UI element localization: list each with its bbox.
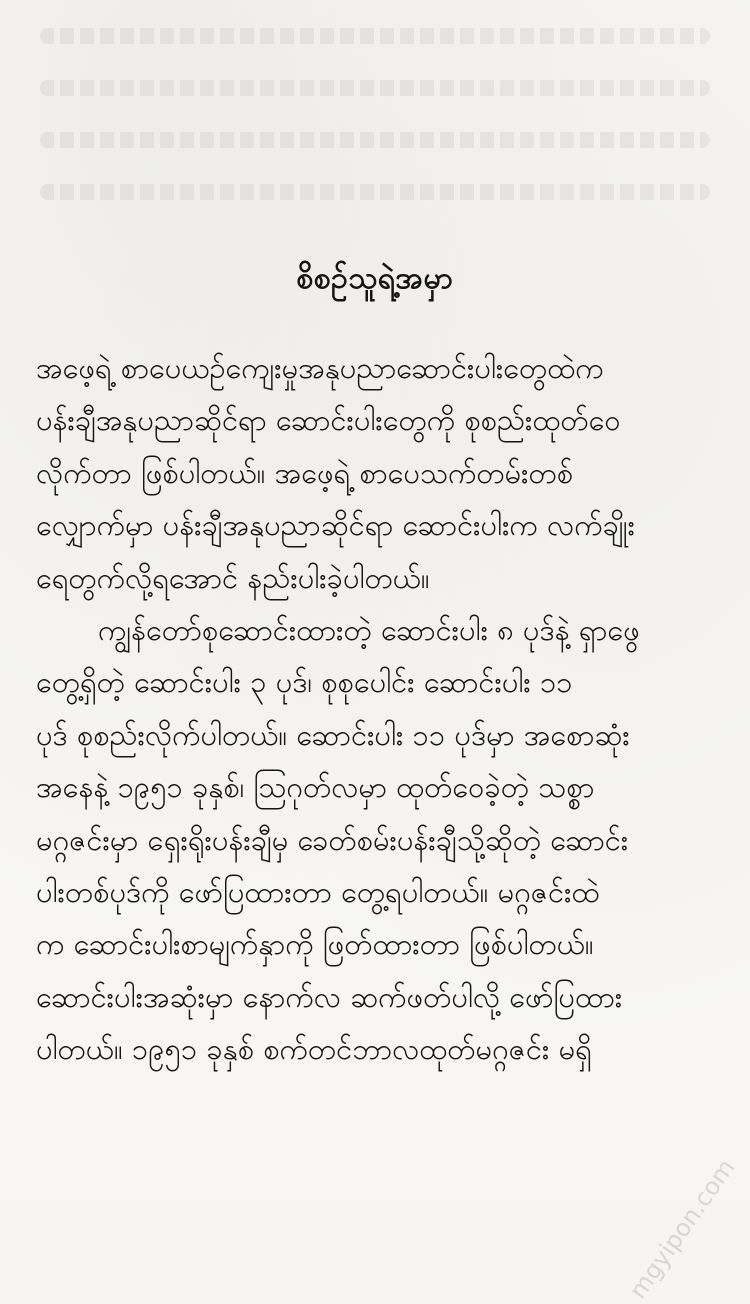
bleed-through-line: [40, 184, 710, 200]
watermark: mgyipon.com: [623, 1153, 740, 1304]
page-title: စိစဉ်သူရဲ့အမှာ: [296, 261, 454, 296]
bleed-through-line: [40, 28, 710, 44]
text-line: ပါတယ်။ ၁၉၅၁ ခုနှစ် စက်တင်ဘာလထုတ်မဂ္ဂဇင်း မရှိ: [36, 1032, 592, 1067]
text-line: အနေနဲ့ ၁၉၅၁ ခုနှစ်၊ ဩဂုတ်လမှာ ထုတ်ဝေခဲ့တဲ့ သစ္စာ: [36, 770, 595, 805]
text-line: ပါးတစ်ပုဒ်ကို ဖော်ပြထားတာ တွေ့ရပါတယ်။ မဂ္ဂဇင်းထဲ: [36, 874, 600, 909]
bleed-through-line: [40, 80, 710, 96]
text-line: ဆောင်းပါးအဆုံးမှာ နောက်လ ဆက်ဖတ်ပါလို့ ဖော်ပြထား: [36, 979, 623, 1014]
text-line: အဖေ့ရဲ့ စာပေယဉ်ကျေးမှုအနုပညာဆောင်းပါးတွေထဲက: [36, 351, 604, 385]
text-line: လျှောက်မှာ ပန်းချီအနုပညာဆိုင်ရာ ဆောင်းပါးက လက်ချိုး: [36, 508, 636, 543]
text-line: လိုက်တာ ဖြစ်ပါတယ်။ အဖေ့ရဲ့ စာပေသက်တမ်းတစ်: [36, 455, 574, 490]
text-line: ပုဒ် စုစည်းလိုက်ပါတယ်။ ဆောင်းပါး ၁၁ ပုဒ်မှာ အစောဆုံး: [36, 717, 630, 752]
body-text: [36, 342, 720, 1075]
text-line: ပန်းချီအနုပညာဆိုင်ရာ ဆောင်းပါးတွေကို စုစည်းထုတ်ဝေ: [36, 403, 621, 438]
text-line: ကျွန်တော်စုဆောင်းထားတဲ့ ဆောင်းပါး ၈ ပုဒ်နဲ့ ရှာဖွေ: [98, 612, 640, 647]
text-line: ရေတွက်လို့ရအောင် နည်းပါးခဲ့ပါတယ်။: [36, 560, 430, 595]
text-line: က ဆောင်းပါးစာမျက်နှာကို ဖြတ်ထားတာ ဖြစ်ပါတယ်။: [36, 927, 594, 962]
text-line: မဂ္ဂဇင်းမှာ ရှေးရိုးပန်းချီမှ ခေတ်စမ်းပန်းချီသို့ဆိုတဲ့ ဆောင်း: [36, 822, 629, 857]
bleed-through-line: [40, 132, 710, 148]
text-line: တွေ့ရှိတဲ့ ဆောင်းပါး ၃ ပုဒ်၊ စုစုပေါင်း ဆောင်းပါး ၁၁: [36, 665, 573, 700]
